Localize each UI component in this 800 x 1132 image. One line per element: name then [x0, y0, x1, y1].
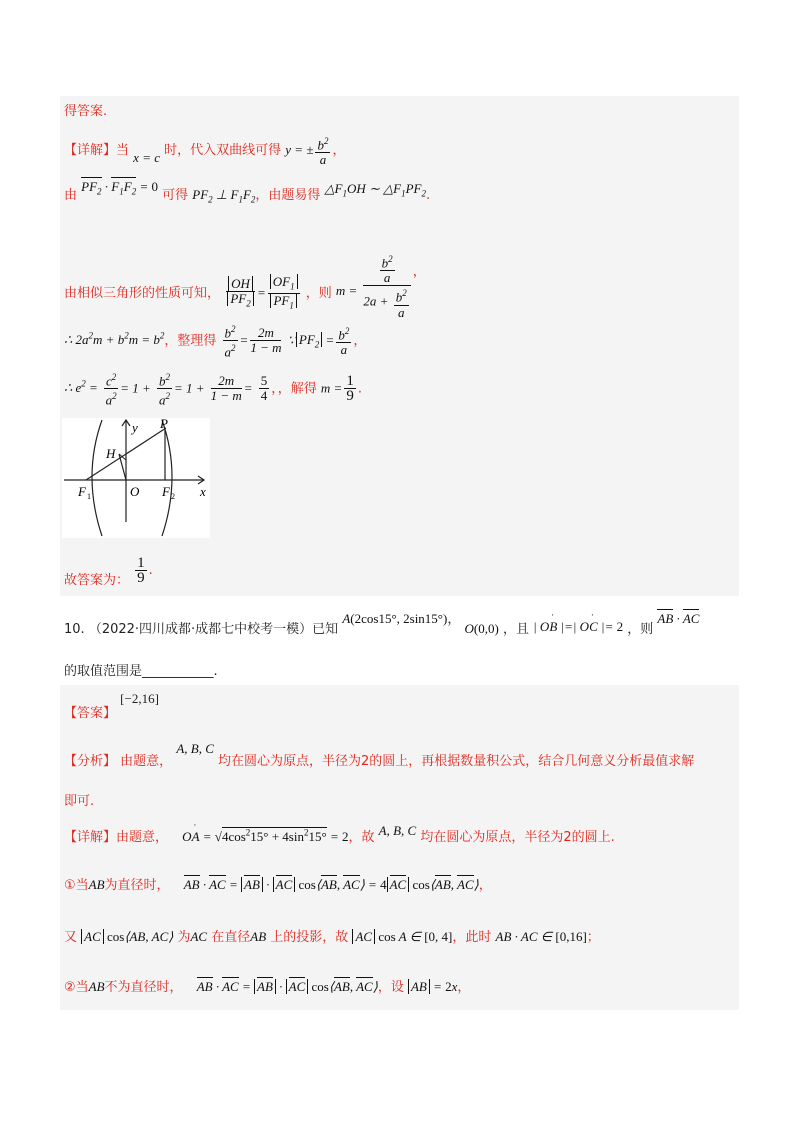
case-1-line-2: 又 AC cos⟨AB, AC⟩ 为AC 在直径AB 上的投影，故 AC cos A ∈ [0, 4]，此时 AB · AC ∈ [0,16]； [64, 929, 600, 945]
label-y: y [132, 420, 138, 435]
question-source: （2022·四川成都·成都七中校考一模）已知 [88, 622, 339, 637]
detail-line-3: 由相似三角形的性质可知， $\frac{OH}{PF_2}$ = $\frac{OF_1}{PF_1}$ ，则 m = $\frac{b^2}{a}$ 2a + $\frac{b^2}{a}$ ， [64, 254, 426, 320]
formula-case1: AB · AC = AB · AC cos⟨AB, AC⟩ = 4 AC cos⟨AB, AC⟩ [183, 877, 479, 892]
case-1-line: ①当AB为直径时， AB · AC = AB · AC cos⟨AB, AC⟩ = 4 AC cos⟨AB, AC⟩， [64, 877, 492, 893]
label-H: H [106, 446, 116, 461]
label-F2-sub: 2 [171, 492, 175, 501]
answer-label: 【答案】 [64, 706, 117, 721]
question-10-line-2: 的取值范围是___________. [64, 664, 218, 679]
label-P: P [160, 418, 168, 431]
hyperbola-figure [62, 418, 210, 538]
formula-m: $\frac{b^2}{a}$ 2a + $\frac{b^2}{a}$ [363, 252, 410, 320]
detail-label: 【详解】 [64, 143, 117, 159]
hyperbola-diagram [62, 418, 210, 538]
formula-case2: AB · AC = AB · AC cos⟨AB, AC⟩ [196, 979, 378, 994]
analysis-line: 【分析】 由题意， A, B, C 均在圆心为原点，半径为2的圆上，再根据数量积公式，结合几何意义分析最值求解 [64, 741, 695, 769]
detail-10-label: 【详解】 [64, 830, 117, 845]
formula-A: A(2cos15°, 2sin15°) [342, 611, 448, 626]
label-O: O [130, 484, 140, 499]
answer-blank: ___________ [142, 664, 214, 679]
question-number: 10. [64, 622, 85, 637]
answer-value: [−2,16] [120, 691, 159, 706]
text-de-daan: 得答案. [64, 104, 108, 119]
detail-line-2: 由 $PF_2 \cdot F_1F_2 = 0$ 可得 $PF_2$ ⊥ $F_1F_2$，由题易得 $\triangle F_1OH$ ∼ $\triangle F_1PF_2$. [64, 179, 431, 205]
case-2-line: ②当AB不为直径时， AB · AC = AB · AC cos⟨AB, AC⟩，设 AB = 2x， [64, 979, 471, 995]
detail-line-1: 【详解】当 x = c 时，代入双曲线可得 y = ± $\frac{b^2}{a}$ ， [64, 136, 346, 168]
formula-y: y = ± [285, 142, 314, 158]
label-F2: F [162, 484, 170, 499]
formula-AB-AC: AB · AC [657, 611, 700, 626]
label-F1-sub: 1 [87, 492, 91, 501]
question-10-line: 10. （2022·四川成都·成都七中校考一模）已知 A(2cos15°, 2sin15°)， O(0,0) ，且 | OB · |=| OC · |= 2 ，则 AB · AC [64, 610, 700, 637]
formula-similar: $\triangle F_1OH$ ∼ $\triangle F_1PF_2$ [324, 181, 426, 199]
formula-x-eq-c: x = c [133, 150, 160, 166]
analysis-label: 【分析】 [64, 754, 117, 769]
solution-block-2 [60, 685, 739, 1010]
detail-10-line-1: 【详解】由题意， OA · = $√4\cos^215^\circ + 4\sin^215^\circ = 2$，故 A, B, C 均在圆心为原点，半径为2的圆上. [64, 820, 615, 845]
formula-perp: $PF_2$ ⊥ $F_1F_2$ [192, 187, 256, 205]
formula-dot-zero: $PF_2 \cdot F_1F_2 = 0$ [81, 179, 158, 197]
answer-line [64, 688, 159, 721]
label-x: x [200, 484, 206, 499]
analysis-line-2: 即可. [64, 794, 95, 809]
detail-line-4: ∴ $2a^2m + b^2m = b^2$，整理得 $\frac{b^2}{a^2}$ = $\frac{2m}{1 - m}$ ∵ $PF_2$ = $\frac{b^2}{a}$ ， [64, 324, 367, 360]
formula-OA: OA · = $√4\cos^215^\circ + 4\sin^215^\circ = 2$ [182, 820, 349, 844]
label-F1: F [78, 484, 86, 499]
formula-O: O(0,0) [464, 621, 499, 636]
formula-2a2m: ∴ $2a^2m + b^2m = b^2$ [64, 331, 165, 348]
final-answer-line: 故答案为： $\frac{1}{9}$ . [64, 555, 153, 588]
formula-e2: ∴ $e^2$ = [64, 379, 98, 396]
formula-OB-OC: | OB · |=| OC · |= 2 [533, 610, 624, 634]
detail-line-5: ∴ $e^2$ = $\frac{c^2}{a^2}$ = 1 + $\frac{b^2}{a^2}$ = 1 + $\frac{2m}{1 - m}$ = $\frac{5}{4}$ ，，解得 m = $\frac{1}{9}$ . [64, 372, 362, 408]
